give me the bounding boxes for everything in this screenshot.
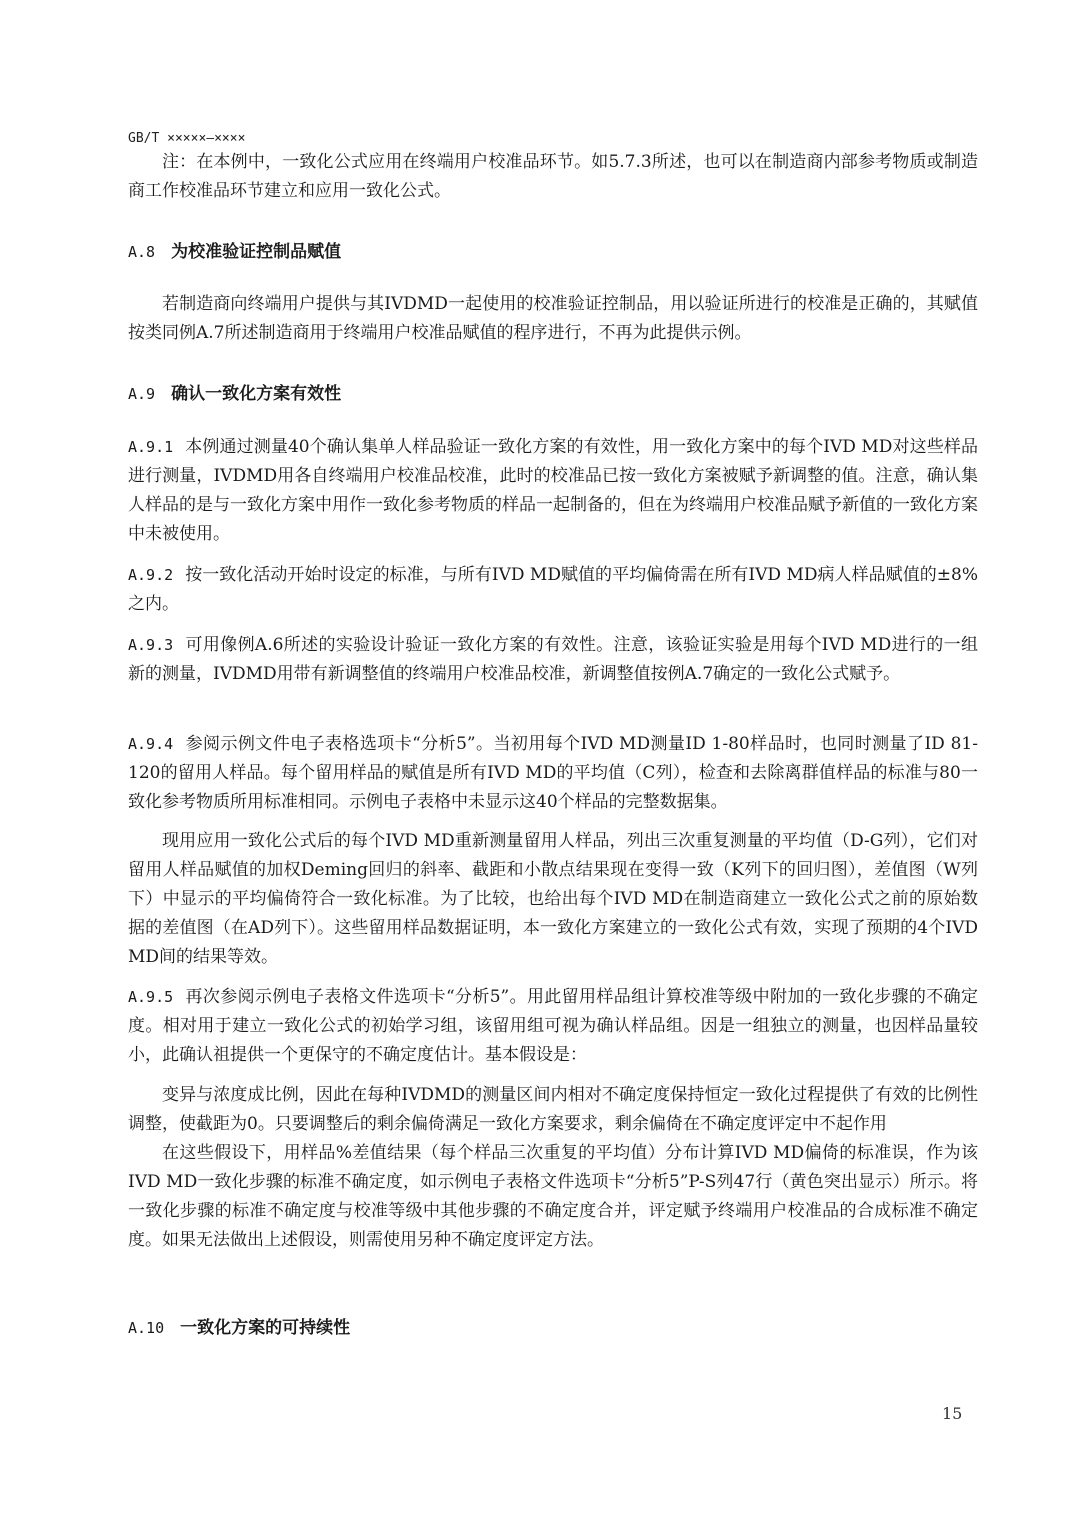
a94-continuation (128, 827, 978, 972)
a91-block (128, 433, 978, 549)
clause-number: A.9.2 (128, 566, 174, 584)
a94-block (128, 730, 978, 817)
clause-number: A.9.3 (128, 636, 174, 654)
a93-paragraph (128, 631, 978, 689)
a95-block (128, 983, 978, 1070)
a91-paragraph (128, 433, 978, 549)
a95-paragraph-3: 在这些假设下，用样品%差值结果（每个样品三次重复的平均值）分布计算IVD MD偏倚的标准误，作为该IVD MD一致化步骤的标准不确定度，如示例电子表格文件选项卡“分析5”P-S列47行（黄色突出显示）所示。将一致化步骤的标准不确定度与校准等级中其他步骤的不确定度合并，评定赋予终端用户校准品的合成标准不确定度。如果无法做出上述假设，则需使用另种不确定度评定方法。 (128, 1143, 978, 1250)
clause-number: A.9.5 (128, 988, 174, 1006)
clause-text: 按一致化活动开始时设定的标准，与所有IVD MD赋值的平均偏倚需在所有IVD MD病人样品赋值的±8%之内。 (128, 565, 978, 614)
a8-body (128, 290, 978, 348)
clause-text: 再次参阅示例电子表格文件选项卡“分析5”。用此留用样品组计算校准等级中附加的一致化步骤的不确定度。相对用于建立一致化公式的初始学习组，该留用组可视为确认样品组。因是一组独立的测量，也因样品量较小，此确认祖提供一个更保守的不确定度估计。基本假设是： (128, 987, 978, 1065)
note-paragraph: 注：在本例中，一致化公式应用在终端用户校准品环节。如5.7.3所述，也可以在制造商内部参考物质或制造商工作校准品环节建立和应用一致化公式。 (128, 152, 978, 201)
a94-paragraph-2: 现用应用一致化公式后的每个IVD MD重新测量留用人样品，列出三次重复测量的平均值（D-G列），它们对留用人样品赋值的加权Deming回归的斜率、截距和小散点结果现在变得一致（K列下的回归图），差值图（W列下）中显示的平均偏倚符合一致化标准。为了比较，也给出每个IVD MD在制造商建立一致化公式之前的原始数据的差值图（在AD列下）。这些留用样品数据证明，本一致化方案建立的一致化公式有效，实现了预期的4个IVD MD间的结果等效。 (128, 831, 978, 967)
a92-block (128, 561, 978, 619)
clause-text: 参阅示例文件电子表格选项卡“分析5”。当初用每个IVD MD测量ID 1-80样品时，也同时测量了ID 81-120的留用人样品。每个留用样品的赋值是所有IVD MD的平均值（C列），检查和去除离群值样品的标准与80一致化参考物质所用标准相同。示例电子表格中未显示这40个样品的完整数据集。 (128, 734, 978, 812)
clause-number: A.9.4 (128, 735, 174, 753)
clause-text: 本例通过测量40个确认集单人样品验证一致化方案的有效性，用一致化方案中的每个IVD MD对这些样品进行测量，IVDMD用各自终端用户校准品校准，此时的校准品已按一致化方案被赋予新调整的值。注意，确认集人样品的是与一致化方案中用作一致化参考物质的样品一起制备的，但在为终端用户校准品赋予新值的一致化方案中未被使用。 (128, 437, 978, 544)
section-title: 确认一致化方案有效性 (171, 384, 342, 404)
a94-paragraph (128, 730, 978, 817)
a95-continuation (128, 1081, 978, 1255)
a8-paragraph: 若制造商向终端用户提供与其IVDMD一起使用的校准验证控制品，用以验证所进行的校准是正确的，其赋值按类同例A.7所述制造商用于终端用户校准品赋值的程序进行，不再为此提供示例。 (128, 294, 978, 343)
document-header: GB/T ×××××—×××× (128, 131, 246, 146)
section-a10-heading (128, 1313, 350, 1338)
section-number: A.9 (128, 385, 156, 403)
section-title: 为校准验证控制品赋值 (171, 242, 342, 262)
section-number: A.8 (128, 243, 156, 261)
a93-block (128, 631, 978, 689)
a92-paragraph (128, 561, 978, 619)
page-number: 15 (942, 1404, 963, 1423)
clause-number: A.9.1 (128, 438, 174, 456)
a95-paragraph-2: 变异与浓度成比例，因此在每种IVDMD的测量区间内相对不确定度保持恒定一致化过程提供了有效的比例性调整，使截距为0。只要调整后的剩余偏倚满足一致化方案要求，剩余偏倚在不确定度评定中不起作用 (128, 1085, 978, 1134)
a95-paragraph (128, 983, 978, 1070)
note-block (128, 148, 978, 206)
section-title: 一致化方案的可持续性 (180, 1318, 351, 1338)
clause-text: 可用像例A.6所述的实验设计验证一致化方案的有效性。注意，该验证实验是用每个IVD MD进行的一组新的测量，IVDMD用带有新调整值的终端用户校准品校准，新调整值按例A.7确定的一致化公式赋予。 (128, 635, 978, 684)
section-number: A.10 (128, 1319, 165, 1337)
section-a8-heading (128, 237, 341, 262)
section-a9-heading (128, 379, 341, 404)
